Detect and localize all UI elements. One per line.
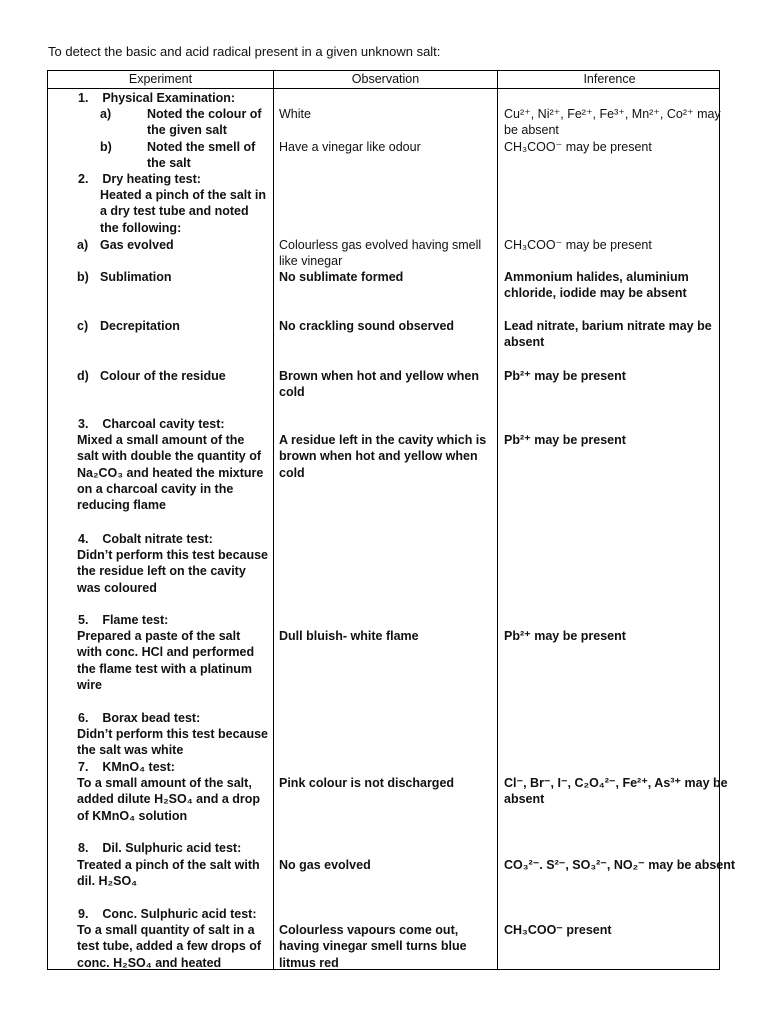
results-table xyxy=(47,70,736,970)
experiment-step: Colour of the residue xyxy=(100,369,226,383)
header-inference: Inference xyxy=(583,72,636,86)
experiment-step: Sublimation xyxy=(100,270,172,284)
observation-cell: Have a vinegar like odour xyxy=(279,140,421,154)
inference-cell: CH₃COO⁻ present xyxy=(504,923,612,937)
inference-cell: CH₃COO⁻ may be present xyxy=(504,238,652,252)
inference-cell: Cl⁻, Br⁻, I⁻, C₂O₄²⁻, Fe²⁺, As³⁺ may be absent xyxy=(504,776,728,807)
experiment-description: To a small quantity of salt in a test tube, added a few drops of conc. H₂SO₄ and heated xyxy=(77,923,262,970)
experiment-step: Noted the colour of the given salt xyxy=(147,107,262,138)
observation-cell: A residue left in the cavity which is brown when hot and yellow when cold xyxy=(279,433,487,480)
observation-cell: No sublimate formed xyxy=(279,270,404,284)
experiment-heading: 1. Physical Examination: xyxy=(78,91,236,105)
experiment-description: Prepared a paste of the salt with conc. HCl and performed the flame test with a platinum wire xyxy=(77,629,255,692)
experiment-number: b) xyxy=(77,270,89,284)
observation-cell: Pink colour is not discharged xyxy=(279,776,455,790)
experiment-heading: 6. Borax bead test: xyxy=(78,711,201,725)
experiment-heading: 2. Dry heating test: xyxy=(78,172,201,186)
observation-cell: No crackling sound observed xyxy=(279,319,455,333)
experiment-heading: 9. Conc. Sulphuric acid test: xyxy=(78,907,257,921)
column-divider xyxy=(497,71,498,969)
experiment-number: a) xyxy=(100,107,112,121)
header-observation: Observation xyxy=(351,72,420,86)
observation-cell: White xyxy=(279,107,311,121)
page-title: To detect the basic and acid radical present in a given unknown salt: xyxy=(48,44,441,59)
experiment-description: Treated a pinch of the salt with dil. H₂SO₄ xyxy=(77,858,260,889)
experiment-step: Decrepitation xyxy=(100,319,180,333)
header-experiment: Experiment xyxy=(128,72,193,86)
experiment-heading: 3. Charcoal cavity test: xyxy=(78,417,225,431)
experiment-step: Noted the smell of the salt xyxy=(147,140,256,171)
experiment-number: d) xyxy=(77,369,89,383)
inference-cell: Pb²⁺ may be present xyxy=(504,629,626,643)
inference-cell: Ammonium halides, aluminium chloride, iodide may be absent xyxy=(504,270,689,301)
experiment-description: Didn’t perform this test because the residue left on the cavity was coloured xyxy=(77,548,269,595)
experiment-heading: 7. KMnO₄ test: xyxy=(78,760,175,774)
experiment-description: Mixed a small amount of the salt with double the quantity of Na₂CO₃ and heated the mixture on a charcoal cavity in the reducing flame xyxy=(77,433,264,513)
experiment-description: Didn’t perform this test because the salt was white xyxy=(77,727,269,758)
inference-cell: Pb²⁺ may be present xyxy=(504,369,626,383)
experiment-heading: 8. Dil. Sulphuric acid test: xyxy=(78,841,242,855)
inference-cell: Lead nitrate, barium nitrate may be absent xyxy=(504,319,712,350)
experiment-description: To a small amount of the salt, added dilute H₂SO₄ and a drop of KMnO₄ solution xyxy=(77,776,261,823)
experiment-heading: 4. Cobalt nitrate test: xyxy=(78,532,213,546)
observation-cell: Colourless gas evolved having smell like vinegar xyxy=(279,238,482,269)
observation-cell: No gas evolved xyxy=(279,858,371,872)
experiment-number: a) xyxy=(77,238,89,252)
experiment-number: c) xyxy=(77,319,89,333)
experiment-step: Gas evolved xyxy=(100,238,174,252)
inference-cell: CO₃²⁻. S²⁻, SO₃²⁻, NO₂⁻ may be absent xyxy=(504,858,736,872)
experiment-heading: 5. Flame test: xyxy=(78,613,169,627)
observation-cell: Dull bluish- white flame xyxy=(279,629,419,643)
observation-cell: Brown when hot and yellow when cold xyxy=(279,369,480,400)
header-divider xyxy=(48,88,719,89)
inference-cell: CH₃COO⁻ may be present xyxy=(504,140,652,154)
observation-cell: Colourless vapours come out, having vinegar smell turns blue litmus red xyxy=(279,923,467,970)
inference-cell: Cu²⁺, Ni²⁺, Fe²⁺, Fe³⁺, Mn²⁺, Co²⁺ may be absent xyxy=(504,107,721,138)
column-divider xyxy=(273,71,274,969)
experiment-number: b) xyxy=(100,140,112,154)
inference-cell: Pb²⁺ may be present xyxy=(504,433,626,447)
experiment-description: Heated a pinch of the salt in a dry test tube and noted the following: xyxy=(100,188,266,235)
